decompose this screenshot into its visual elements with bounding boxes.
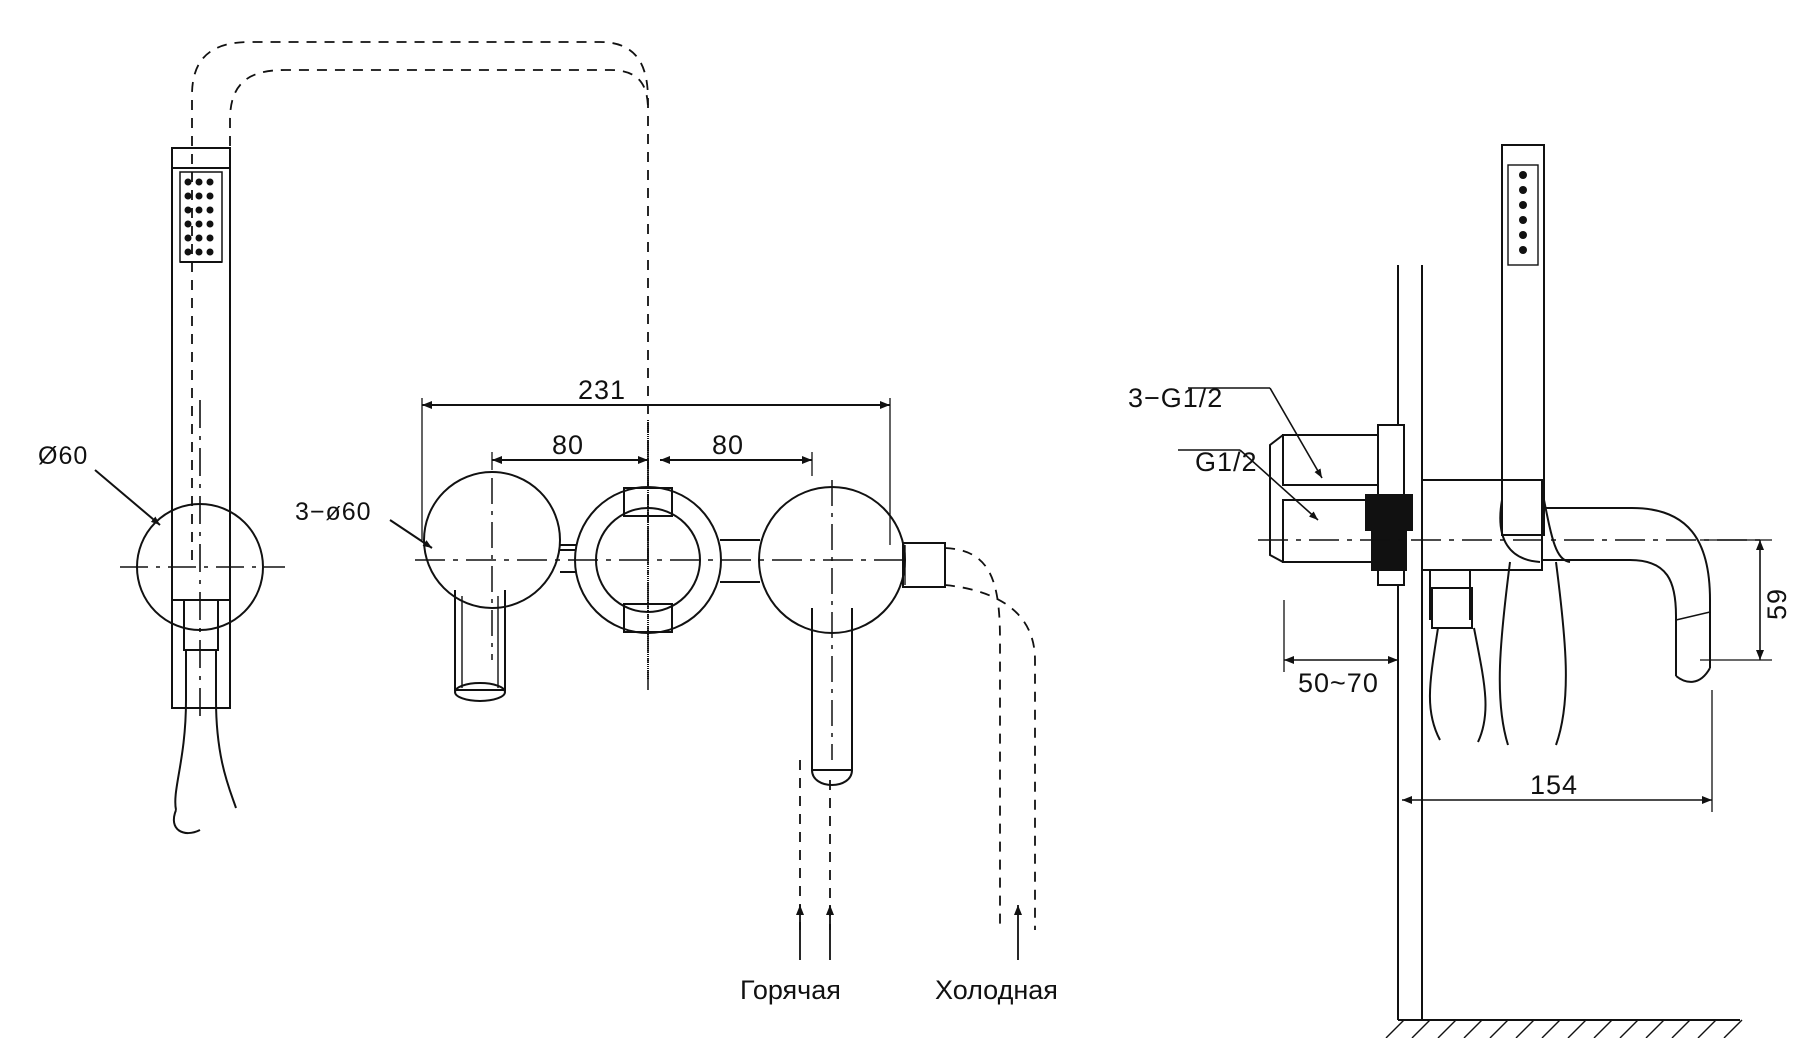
label-spacing-right-80: 80 [712, 430, 745, 460]
left-side-view [95, 148, 285, 833]
label-three-diameter-60: 3−ø60 [295, 498, 372, 526]
label-hot-water: Горячая [740, 975, 841, 1005]
label-diameter-60: Ø60 [38, 442, 89, 470]
right-section-view [1178, 145, 1772, 1038]
label-thread-three-g12: 3−G1/2 [1128, 383, 1224, 413]
label-spacing-left-80: 80 [552, 430, 585, 460]
label-height-59: 59 [1762, 587, 1792, 620]
label-projection-154: 154 [1530, 770, 1579, 800]
label-wall-thickness: 50~70 [1298, 668, 1379, 698]
label-thread-g12: G1/2 [1195, 447, 1258, 477]
label-length-231: 231 [578, 375, 627, 405]
label-cold-water: Холодная [935, 975, 1058, 1005]
